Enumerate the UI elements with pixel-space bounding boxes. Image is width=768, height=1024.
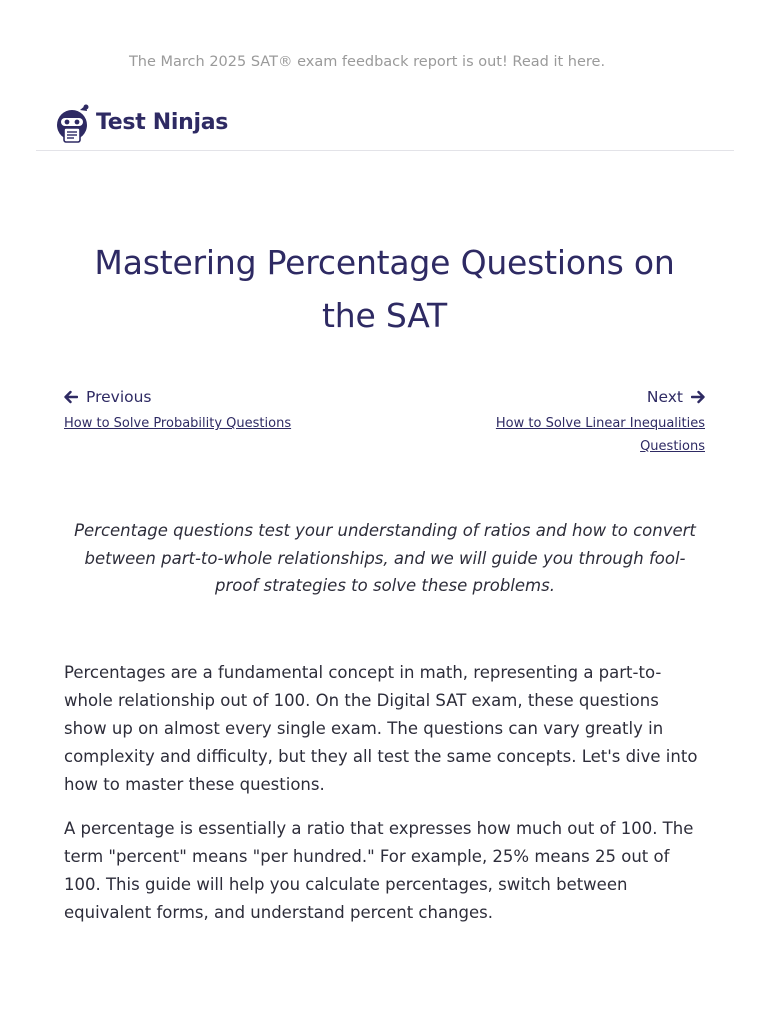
site-header (36, 100, 734, 151)
arrow-left-icon (64, 390, 78, 404)
article-body (64, 659, 705, 943)
post-navigation (64, 386, 705, 466)
next-post-link[interactable]: How to Solve Linear Inequalities Questions (495, 416, 705, 454)
article-title: Mastering Percentage Questions on the SAT (94, 243, 675, 335)
next-post (485, 386, 705, 458)
previous-post (64, 386, 324, 435)
previous-post-link[interactable]: How to Solve Probability Questions (64, 416, 292, 431)
body-paragraph: Percentages are a fundamental concept in math, representing a part-to-whole relationship out of 100. On the Digital SAT exam, these questions show up on almost every single exam. The questions can vary greatly in complexity and difficulty, but they all test the same concepts. Let's dive into how to master these questions. (64, 663, 698, 794)
announcement-banner-link[interactable]: The March 2025 SAT® exam feedback report is out! Read it here. (128, 54, 606, 70)
ninja-logo-icon (56, 100, 92, 144)
arrow-right-icon (691, 390, 705, 404)
article-lead: Percentage questions test your understanding of ratios and how to convert between part-to-whole relationships, and we will guide you through fool-proof strategies to solve these problems. (74, 521, 696, 595)
next-label: Next (646, 388, 683, 406)
previous-label: Previous (86, 388, 152, 406)
logo-home-link[interactable] (56, 100, 228, 144)
previous-button[interactable] (64, 386, 324, 408)
body-paragraph: A percentage is essentially a ratio that expresses how much out of 100. The term "percent" means "per hundred." For example, 25% means 25 out of 100. This guide will help you calculate percentages, switch between equivalent forms, and understand percent changes. (64, 819, 694, 922)
brand-name: Test Ninjas (96, 109, 229, 135)
next-button[interactable] (485, 386, 705, 408)
